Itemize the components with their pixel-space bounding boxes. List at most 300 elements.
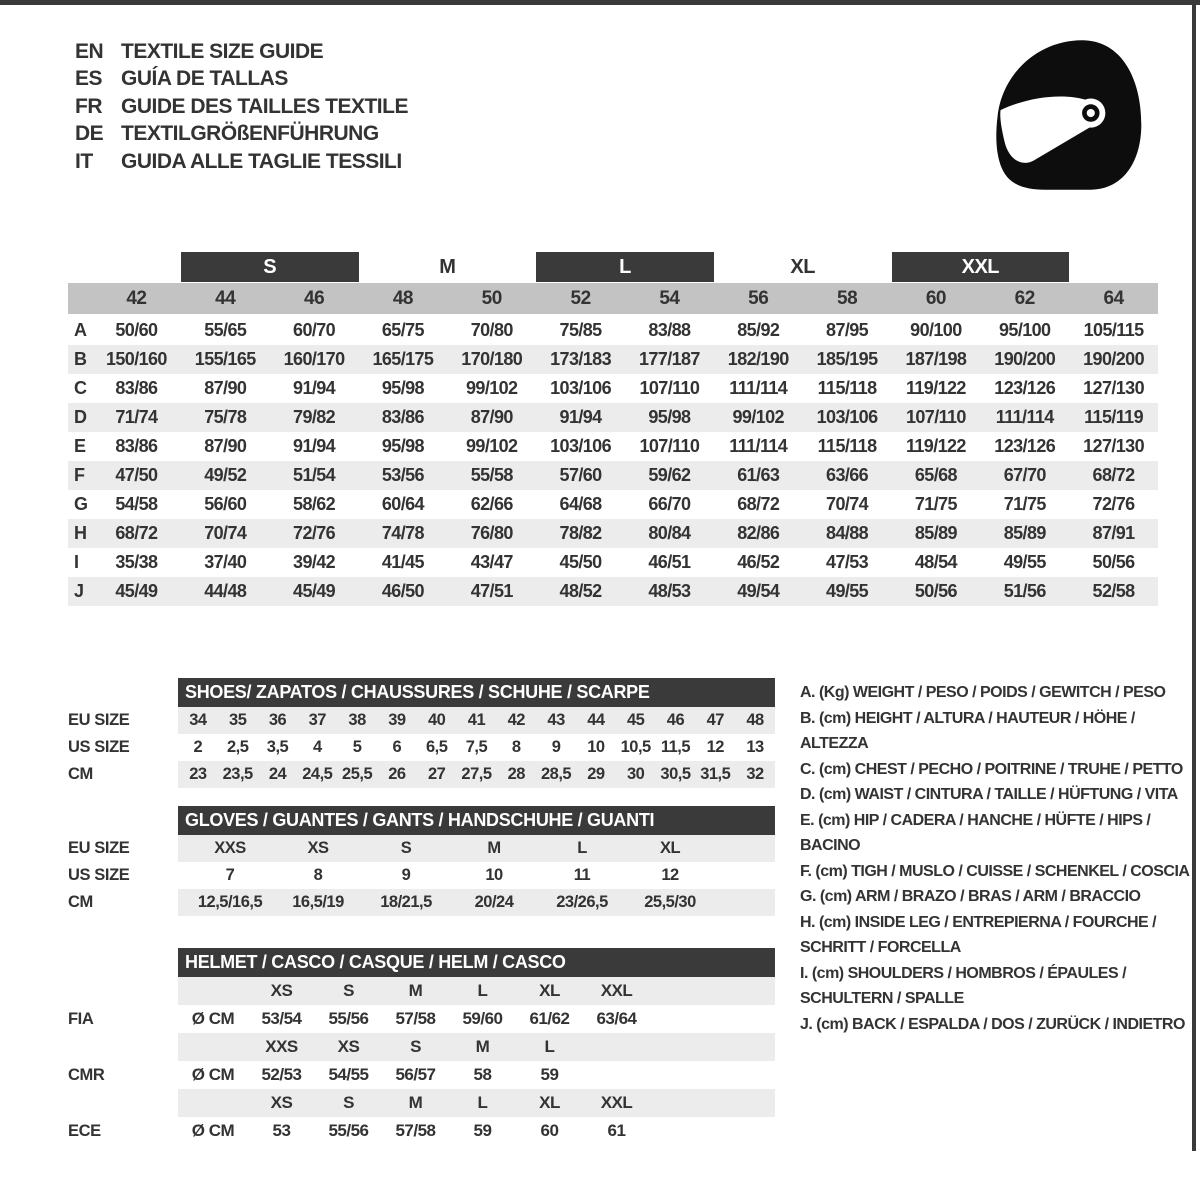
size-value: 49/52 (204, 465, 247, 485)
size-value: 115/119 (1084, 407, 1144, 427)
helmet-size-label (583, 1033, 650, 1061)
size-value: 45 (626, 711, 645, 729)
size-value: 50/56 (1092, 552, 1135, 572)
size-value: 91/94 (293, 436, 336, 456)
size-value: 42 (507, 711, 525, 729)
size-value: 25,5 (342, 765, 373, 783)
standard-label: CMR (68, 1065, 105, 1084)
size-value: 6 (392, 738, 402, 756)
size-number: 58 (837, 287, 858, 309)
size-number: 44 (215, 287, 236, 309)
table-row (68, 889, 775, 916)
helmet-size-row (68, 1033, 775, 1061)
language-row (75, 148, 408, 176)
measurement-row-f (68, 461, 1158, 490)
row-band (178, 1005, 775, 1033)
size-value: 91/94 (293, 378, 336, 398)
table-row (68, 835, 775, 862)
size-value: 95/100 (999, 320, 1051, 340)
diameter-label: Ø CM (191, 1009, 235, 1028)
row-label (68, 1033, 178, 1061)
size-value: 68/72 (1092, 465, 1135, 485)
size-value: 4 (312, 738, 322, 756)
size-value: 11 (573, 866, 591, 884)
language-row (75, 121, 408, 149)
language-code: ES (75, 67, 103, 91)
size-value: 51/54 (293, 465, 336, 485)
shoes-size-table (68, 678, 775, 788)
row-letter: G (74, 494, 89, 514)
size-value: 61/63 (737, 465, 780, 485)
size-value: 3,5 (266, 738, 289, 756)
size-value: 78/82 (559, 523, 602, 543)
size-value: 119/122 (905, 378, 966, 398)
top-border-line (0, 0, 1200, 5)
table-row (68, 707, 775, 734)
size-value: 44 (587, 711, 605, 729)
row-letter: D (74, 407, 87, 427)
size-value: 107/110 (905, 407, 966, 427)
row-band (178, 1033, 775, 1061)
row-band (178, 889, 775, 916)
gloves-header-label: GLOVES / GUANTES / GANTS / HANDSCHUHE / GUANTI (185, 810, 655, 830)
row-band (178, 977, 775, 1005)
size-value: 103/106 (816, 407, 878, 427)
language-title: GUIDE DES TAILLES TEXTILE (121, 94, 408, 118)
size-value: 24 (268, 765, 287, 783)
measurement-row-c (68, 374, 1158, 403)
size-value: 39 (388, 711, 406, 729)
language-row (75, 66, 408, 94)
language-code: FR (75, 94, 102, 118)
size-value: 111/114 (729, 378, 788, 398)
diameter-cell (178, 977, 248, 1005)
helmet-size-label: S (410, 1037, 421, 1056)
row-label: EU SIZE (68, 711, 130, 729)
size-value: 5 (352, 738, 362, 756)
size-value: 36 (268, 711, 287, 729)
size-value: 87/90 (470, 407, 513, 427)
helmet-size-label: XXS (265, 1037, 298, 1056)
size-number: 56 (748, 287, 769, 309)
table-row (68, 761, 775, 788)
size-group-l: L (536, 252, 714, 282)
size-value: 72/76 (1092, 494, 1135, 514)
row-label: US SIZE (68, 738, 130, 756)
size-value: 72/76 (293, 523, 336, 543)
size-value: 70/74 (826, 494, 869, 514)
size-value: 83/88 (648, 320, 691, 340)
helmet-size-value: 61 (607, 1121, 626, 1140)
helmet-value-row (68, 1005, 775, 1033)
legend-item: I. (cm) SHOULDERS / HOMBROS / ÉPAULES / SCHULTERN / SPALLE (800, 964, 1127, 1007)
legend-item: D. (cm) WAIST / CINTURA / TAILLE / HÜFTUNG / VITA (800, 786, 1178, 803)
size-value: 187/198 (905, 349, 967, 369)
size-value: 47/50 (115, 465, 158, 485)
row-band (178, 862, 775, 889)
size-value: 62/66 (470, 494, 513, 514)
size-value: 60/70 (293, 320, 336, 340)
size-value: 34 (189, 711, 207, 729)
size-value: 60/64 (381, 494, 424, 514)
diameter-label: Ø CM (191, 1121, 235, 1140)
size-value: 65/75 (381, 320, 424, 340)
standard-label: ECE (68, 1121, 101, 1140)
standard-label: FIA (68, 1009, 94, 1028)
row-band (178, 761, 775, 788)
size-value: 23,5 (222, 765, 253, 783)
size-value: 123/126 (994, 436, 1056, 456)
size-value: 87/90 (204, 436, 247, 456)
size-value: 29 (587, 765, 605, 783)
size-number: 50 (481, 287, 502, 309)
size-value: 25,5/30 (644, 893, 696, 911)
size-value: 74/78 (381, 523, 424, 543)
size-value: 13 (746, 738, 764, 756)
size-value: 23 (189, 765, 207, 783)
measurement-row-e (68, 432, 1158, 461)
size-value: 24,5 (302, 765, 333, 783)
measurement-row-g (68, 490, 1158, 519)
helmet-size-label: XXL (600, 1093, 633, 1112)
helmet-size-value: 57/58 (395, 1009, 436, 1028)
helmet-size-label: L (477, 981, 488, 1000)
size-value: 49/55 (1003, 552, 1046, 572)
helmet-size-value: 55/56 (328, 1121, 369, 1140)
size-number: 52 (570, 287, 591, 309)
size-value: 99/102 (466, 436, 518, 456)
size-value: 64/68 (559, 494, 602, 514)
size-group-s: S (181, 252, 359, 282)
language-code: EN (75, 39, 104, 63)
size-number: 64 (1103, 287, 1124, 309)
helmet-size-value: 55/56 (328, 1009, 369, 1028)
measurement-row-i (68, 548, 1158, 577)
size-number: 48 (392, 287, 413, 309)
size-value: 71/74 (115, 407, 158, 427)
size-value: 46/50 (381, 581, 424, 601)
helmet-size-label: XS (270, 1093, 293, 1112)
helmet-size-label: M (408, 1093, 423, 1112)
size-value: XXS (214, 839, 246, 857)
size-value: 27,5 (461, 765, 492, 783)
size-value: 16,5/19 (292, 893, 344, 911)
helmet-size-value: 53/54 (261, 1009, 302, 1028)
helmet-size-label: S (343, 981, 354, 1000)
size-value: 55/58 (470, 465, 513, 485)
measurement-legend (800, 680, 1192, 1037)
row-label: EU SIZE (68, 839, 130, 857)
helmet-size-label: M (475, 1037, 490, 1056)
legend-item: G. (cm) ARM / BRAZO / BRAS / ARM / BRACCIO (800, 888, 1141, 905)
size-value: 95/98 (381, 436, 424, 456)
helmet-size-value: 58 (473, 1065, 492, 1084)
size-value: 123/126 (994, 378, 1056, 398)
helmet-size-value: 56/57 (395, 1065, 436, 1084)
size-value: 103/106 (550, 378, 612, 398)
size-value: 49/54 (737, 581, 780, 601)
size-value: 75/85 (559, 320, 602, 340)
size-value: 71/75 (1003, 494, 1046, 514)
size-value: 30 (626, 765, 645, 783)
size-value: 67/70 (1003, 465, 1046, 485)
row-letter: B (74, 349, 87, 369)
size-value: 111/114 (995, 407, 1054, 427)
size-value: 6,5 (425, 738, 448, 756)
size-value: 12 (661, 866, 679, 884)
helmet-size-value: 59 (473, 1121, 492, 1140)
size-value: 41 (467, 711, 486, 729)
row-label (68, 977, 178, 1005)
size-value: 48/52 (559, 581, 602, 601)
size-value: 190/200 (994, 349, 1056, 369)
diameter-cell (178, 1033, 248, 1061)
size-value: 48/53 (648, 581, 691, 601)
size-value: 7 (225, 866, 235, 884)
row-letter: H (74, 523, 87, 543)
size-group-m: M (439, 255, 456, 278)
size-value: 37/40 (204, 552, 247, 572)
shoes-section-header (178, 678, 775, 707)
helmet-size-label: XS (337, 1037, 360, 1056)
size-value: 127/130 (1083, 436, 1145, 456)
language-title-list (75, 38, 408, 176)
size-value: 85/89 (1003, 523, 1046, 543)
size-value: 107/110 (639, 378, 700, 398)
helmet-size-value: 61/62 (529, 1009, 570, 1028)
size-number: 42 (126, 287, 147, 309)
helmet-size-value: 53 (272, 1121, 291, 1140)
size-value: 79/82 (293, 407, 336, 427)
size-value: 48/54 (914, 552, 957, 572)
helmet-size-label: L (477, 1093, 488, 1112)
size-value: 115/118 (817, 378, 877, 398)
legend-item: E. (cm) HIP / CADERA / HANCHE / HÜFTE / HIPS / BACINO (800, 811, 1151, 854)
row-band (178, 734, 775, 761)
size-value: 20/24 (474, 893, 514, 911)
size-value: 50/56 (914, 581, 957, 601)
size-value: 37 (308, 711, 326, 729)
row-label: CM (68, 765, 93, 783)
size-value: 44/48 (204, 581, 247, 601)
size-value: 45/50 (559, 552, 602, 572)
size-value: 32 (746, 765, 764, 783)
size-value: 9 (551, 738, 561, 756)
size-value: 31,5 (700, 765, 731, 783)
size-value: 127/130 (1083, 378, 1145, 398)
row-band (178, 1117, 775, 1145)
language-title: TEXTILGRÖßENFÜHRUNG (121, 122, 379, 146)
row-band (178, 707, 775, 734)
row-band (178, 1061, 775, 1089)
row-letter: A (74, 320, 87, 340)
size-value: 95/98 (381, 378, 424, 398)
size-value: 8 (313, 866, 323, 884)
size-value: 95/98 (648, 407, 691, 427)
language-row (75, 93, 408, 121)
size-value: 10 (485, 866, 503, 884)
helmet-value-row (68, 1061, 775, 1089)
size-value: 84/88 (826, 523, 869, 543)
size-value: 83/86 (381, 407, 424, 427)
helmet-size-value: 63/64 (596, 1009, 637, 1028)
row-letter: C (74, 378, 87, 398)
helmet-size-row (68, 1089, 775, 1117)
row-letter: J (74, 581, 85, 601)
size-value: 105/115 (1083, 320, 1144, 340)
size-value: 54/58 (115, 494, 158, 514)
size-value: 80/84 (648, 523, 691, 543)
size-value: 85/89 (914, 523, 957, 543)
size-value: 185/195 (816, 349, 878, 369)
size-value: 83/86 (115, 378, 158, 398)
table-row (68, 734, 775, 761)
row-band (178, 1089, 775, 1117)
size-value: 83/86 (115, 436, 158, 456)
size-value: 150/160 (105, 349, 167, 369)
size-value: 160/170 (283, 349, 345, 369)
measurement-row-h (68, 519, 1158, 548)
size-value: 56/60 (204, 494, 247, 514)
size-value: 46 (666, 711, 685, 729)
size-value: 119/122 (905, 436, 966, 456)
size-value: 68/72 (115, 523, 158, 543)
helmet-size-label: XL (539, 1093, 560, 1112)
size-value: 40 (428, 711, 446, 729)
size-value: 23/26,5 (556, 893, 608, 911)
size-value: 165/175 (372, 349, 434, 369)
size-value: 75/78 (204, 407, 247, 427)
size-value: XL (659, 839, 681, 857)
size-value: 2,5 (226, 738, 249, 756)
helmet-size-value: 59 (540, 1065, 559, 1084)
size-value: 18/21,5 (380, 893, 432, 911)
size-value: 173/183 (550, 349, 612, 369)
size-value: 26 (388, 765, 406, 783)
size-value: 99/102 (732, 407, 784, 427)
helmet-size-label: XL (539, 981, 560, 1000)
size-group-xxl: XXL (892, 252, 1070, 282)
size-value: 59/62 (648, 465, 691, 485)
size-value: 87/95 (826, 320, 869, 340)
size-value: 63/66 (826, 465, 869, 485)
size-value: 87/90 (204, 378, 247, 398)
size-value: 39/42 (293, 552, 336, 572)
size-value: 35/38 (115, 552, 158, 572)
size-value: 68/72 (737, 494, 780, 514)
row-label: CM (68, 893, 93, 911)
size-value: 70/74 (204, 523, 247, 543)
size-value: L (577, 839, 587, 857)
table-row (68, 862, 775, 889)
row-band (178, 835, 775, 862)
gloves-section-header (178, 806, 775, 835)
size-number: 54 (659, 287, 680, 309)
size-number: 62 (1014, 287, 1035, 309)
helmet-size-label: XXL (600, 981, 633, 1000)
legend-item: J. (cm) BACK / ESPALDA / DOS / ZURÜCK / INDIETRO (800, 1015, 1185, 1033)
textile-size-table (68, 252, 1158, 606)
size-value: 82/86 (737, 523, 780, 543)
size-value: 115/118 (817, 436, 877, 456)
size-value: 111/114 (729, 436, 788, 456)
size-value: 51/56 (1003, 581, 1046, 601)
legend-item: C. (cm) CHEST / PECHO / POITRINE / TRUHE / PETTO (800, 760, 1183, 778)
size-value: 38 (348, 711, 366, 729)
size-value: 30,5 (660, 765, 691, 783)
size-value: 155/165 (194, 349, 256, 369)
size-value: 55/65 (204, 320, 247, 340)
size-value: 8 (511, 738, 521, 756)
row-letter: F (74, 465, 85, 485)
size-value: 12,5/16,5 (197, 893, 263, 911)
size-value: 10 (587, 738, 605, 756)
helmet-size-label: S (343, 1093, 354, 1112)
size-value: 10,5 (620, 738, 651, 756)
measurement-row-d (68, 403, 1158, 432)
measurement-row-a (68, 316, 1158, 345)
diameter-label: Ø CM (191, 1065, 235, 1084)
size-value: 47/51 (470, 581, 513, 601)
size-value: 58/62 (293, 494, 336, 514)
size-value: 47 (706, 711, 724, 729)
size-number-row (68, 283, 1158, 314)
size-value: 90/100 (910, 320, 962, 340)
size-number: 60 (925, 287, 946, 309)
helmet-size-value: 54/55 (328, 1065, 369, 1084)
size-value: 91/94 (559, 407, 602, 427)
language-title: GUÍA DE TALLAS (121, 67, 288, 91)
size-value: 11,5 (660, 738, 691, 756)
size-value: 53/56 (381, 465, 424, 485)
language-title: TEXTILE SIZE GUIDE (121, 39, 324, 63)
size-value: 9 (401, 866, 411, 884)
size-value: 28 (507, 765, 525, 783)
size-value: 57/60 (559, 465, 602, 485)
size-number: 46 (304, 287, 325, 309)
helmet-size-value: 52/53 (261, 1065, 302, 1084)
corner-cell (68, 283, 92, 314)
measurement-row-b (68, 345, 1158, 374)
helmet-section-header (178, 948, 775, 977)
size-value: 85/92 (737, 320, 780, 340)
size-value: 52/58 (1092, 581, 1135, 601)
size-value: 65/68 (914, 465, 957, 485)
size-value: 170/180 (461, 349, 523, 369)
size-value: 66/70 (648, 494, 691, 514)
helmet-value-row (68, 1117, 775, 1145)
helmet-size-value: 59/60 (462, 1009, 503, 1028)
size-value: M (487, 839, 501, 857)
gloves-size-table (68, 806, 775, 916)
size-value: XS (307, 839, 329, 857)
racing-helmet-icon (985, 35, 1150, 193)
legend-item: H. (cm) INSIDE LEG / ENTREPIERNA / FOURCHE / SCHRITT / FORCELLA (800, 913, 1157, 956)
size-group-xl: XL (790, 255, 815, 278)
size-value: 41/45 (381, 552, 424, 572)
size-value: 70/80 (470, 320, 513, 340)
size-group-row (68, 252, 1158, 282)
size-value: 190/200 (1083, 349, 1145, 369)
row-label (68, 1089, 178, 1117)
size-value: 45/49 (293, 581, 336, 601)
measurement-row-j (68, 577, 1158, 606)
size-value: 49/55 (826, 581, 869, 601)
size-value: 99/102 (466, 378, 518, 398)
diameter-cell (178, 1089, 248, 1117)
size-value: S (400, 839, 412, 857)
size-value: 45/49 (115, 581, 158, 601)
